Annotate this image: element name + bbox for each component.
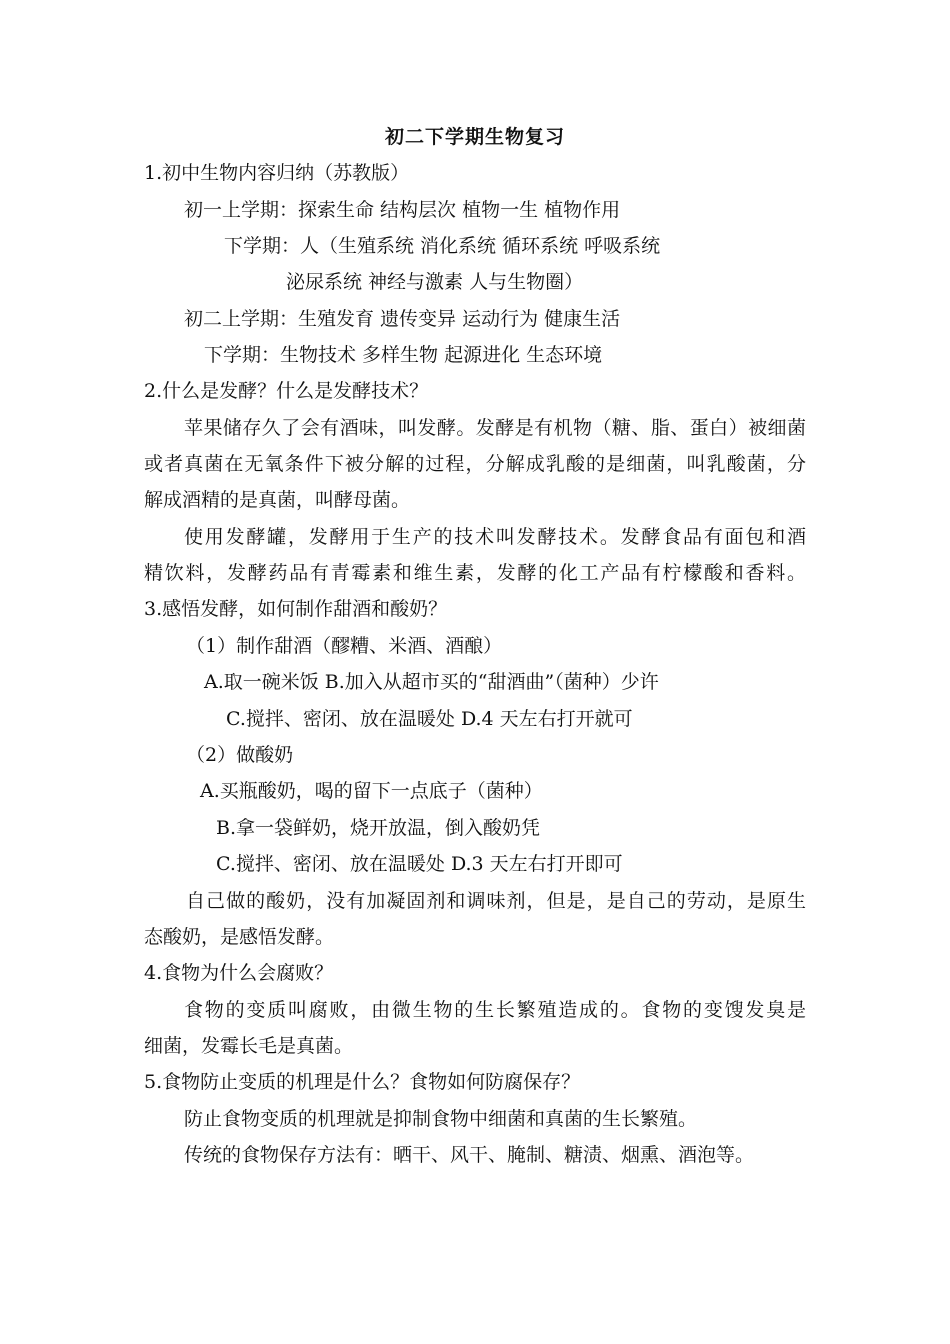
paragraph-line: 解成酒精的是真菌，叫酵母菌。 xyxy=(144,489,411,511)
outline-grade8-semester1: 初二上学期：生殖发育 遗传变异 运动行为 健康生活 xyxy=(184,308,621,330)
steps-cd: C.搅拌、密闭、放在温暖处 D.4 天左右打开就可 xyxy=(226,708,633,730)
section-4-heading: 4.食物为什么会腐败？ xyxy=(144,962,334,984)
section-1-heading: 1.初中生物内容归纳（苏教版） xyxy=(144,162,410,184)
paragraph-line: 态酸奶，是感悟发酵。 xyxy=(144,926,335,948)
section-3-heading: 3.感悟发酵，如何制作甜酒和酸奶？ xyxy=(144,598,448,620)
steps-cd: C.搅拌、密闭、放在温暖处 D.3 天左右打开即可 xyxy=(216,853,623,875)
paragraph-line: 传统的食物保存方法有：晒干、风干、腌制、糖渍、烟熏、酒泡等。 xyxy=(184,1144,755,1166)
outline-grade7-semester2: 下学期：人（生殖系统 消化系统 循环系统 呼吸系统 xyxy=(224,235,661,257)
paragraph-line: 防止食物变质的机理就是抑制食物中细菌和真菌的生长繁殖。 xyxy=(184,1108,698,1130)
step-b: B.拿一袋鲜奶，烧开放温，倒入酸奶凭 xyxy=(216,817,541,839)
section-5-heading: 5.食物防止变质的机理是什么？食物如何防腐保存？ xyxy=(144,1071,581,1093)
paragraph-line: 精饮料，发酵药品有青霉素和维生素，发酵的化工产品有柠檬酸和香料。 xyxy=(144,562,806,584)
outline-grade8-semester2: 下学期：生物技术 多样生物 起源进化 生态环境 xyxy=(204,344,603,366)
subheading-yogurt: （2）做酸奶 xyxy=(186,744,294,766)
paragraph-line: 自己做的酸奶，没有加凝固剂和调味剂，但是，是自己的劳动，是原生 xyxy=(186,890,806,912)
steps-ab: A.取一碗米饭 B.加入从超市买的“甜酒曲”（菌种）少许 xyxy=(204,671,659,693)
outline-grade7-semester1: 初一上学期：探索生命 结构层次 植物一生 植物作用 xyxy=(184,199,621,221)
paragraph-line: 细菌，发霉长毛是真菌。 xyxy=(144,1035,354,1057)
section-2-heading: 2.什么是发酵？什么是发酵技术？ xyxy=(144,380,429,402)
paragraph-line: 或者真菌在无氧条件下被分解的过程，分解成乳酸的是细菌，叫乳酸菌，分 xyxy=(144,453,806,475)
outline-grade7-semester2-cont: 泌尿系统 神经与激素 人与生物圈） xyxy=(286,271,584,293)
subheading-sweet-wine: （1）制作甜酒（醪糟、米酒、酒酿） xyxy=(186,635,503,657)
paragraph-line: 苹果储存久了会有酒味，叫发酵。发酵是有机物（糖、脂、蛋白）被细菌 xyxy=(184,417,806,439)
document-title: 初二下学期生物复习 xyxy=(384,126,565,148)
step-a: A.买瓶酸奶，喝的留下一点底子（菌种） xyxy=(200,780,543,802)
paragraph-line: 食物的变质叫腐败，由微生物的生长繁殖造成的。食物的变馊发臭是 xyxy=(184,999,806,1021)
paragraph-line: 使用发酵罐，发酵用于生产的技术叫发酵技术。发酵食品有面包和酒 xyxy=(184,526,806,548)
